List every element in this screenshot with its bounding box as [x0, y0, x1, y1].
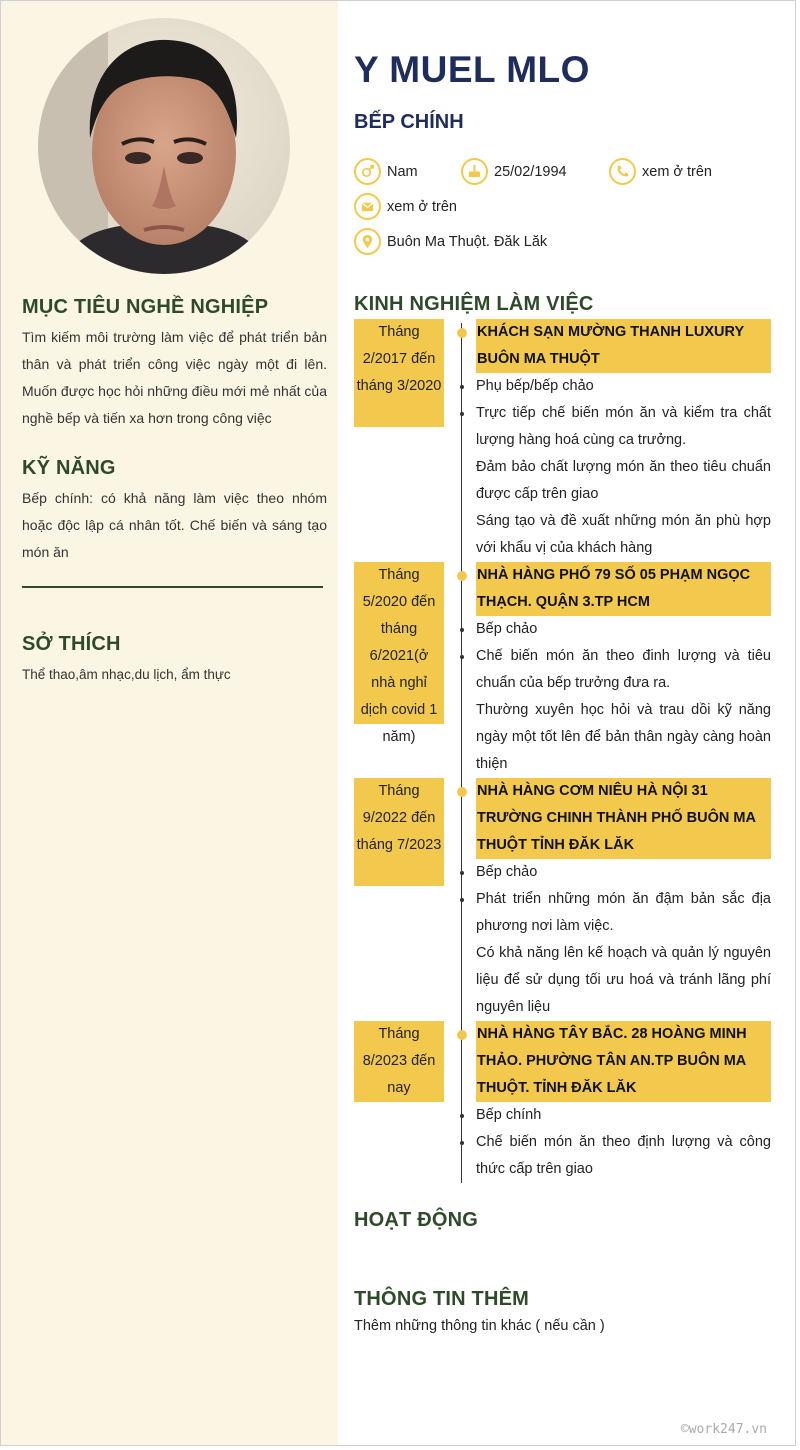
bullet-dot: [460, 871, 464, 875]
experience-date: Tháng 2/2017 đến tháng 3/2020: [354, 319, 444, 427]
gender-icon: [354, 158, 381, 185]
bullet-dot: [460, 385, 464, 389]
hobbies-text: Thể thao,âm nhạc,du lịch, ẩm thực: [22, 667, 231, 682]
divider: [22, 586, 323, 588]
email-info: [354, 193, 457, 220]
timeline-dot: [457, 571, 467, 581]
experience-desc: Có khả năng lên kế hoạch và quản lý nguyên liệu để sử dụng tối ưu hoá và tránh lãng phí nguyên liệu: [476, 945, 771, 1015]
timeline-line: [461, 323, 462, 1183]
phone-info: [609, 158, 712, 185]
bullet-dot: [460, 628, 464, 632]
experience-title: KINH NGHIỆM LÀM VIỆC: [354, 293, 594, 315]
experience-company: NHÀ HÀNG CƠM NIÊU HÀ NỘI 31 TRƯỜNG CHINH THÀNH PHỐ BUÔN MA THUỘT TỈNH ĐĂK LĂK: [476, 778, 771, 859]
address-value: Buôn Ma Thuột. Đăk Lăk: [387, 233, 548, 250]
email-icon: [354, 193, 381, 220]
timeline-dot: [457, 1030, 467, 1040]
phone-icon: [609, 158, 636, 185]
bullet-dot: [460, 655, 464, 659]
phone-value: xem ở trên: [642, 163, 712, 180]
sidebar: [1, 1, 338, 1445]
bullet-dot: [460, 1114, 464, 1118]
experience-desc: Sáng tạo và đề xuất những món ăn phù hợp với khẩu vị của khách hàng: [476, 513, 771, 556]
skills-text: Bếp chính: có khả năng làm việc theo nhóm hoặc độc lập cá nhân tốt. Chế biến và sáng tạo món ăn: [22, 490, 327, 560]
bullet-dot: [460, 1141, 464, 1145]
extra-text: Thêm những thông tin khác ( nếu cần ): [354, 1318, 605, 1334]
experience-position: Phụ bếp/bếp chảo: [476, 378, 594, 394]
experience-company: KHÁCH SẠN MƯỜNG THANH LUXURY BUÔN MA THUỘT: [476, 319, 771, 373]
experience-date: Tháng 5/2020 đến tháng 6/2021(ở nhà nghỉ dịch covid 1 năm): [354, 562, 444, 724]
experience-desc: Phát triển những món ăn đậm bản sắc địa phương nơi làm việc.: [476, 891, 771, 934]
bullet-dot: [460, 898, 464, 902]
timeline-dot: [457, 328, 467, 338]
experience-date: Tháng 9/2022 đến tháng 7/2023: [354, 778, 444, 886]
address-info: [354, 228, 547, 255]
hobbies-title: SỞ THÍCH: [22, 633, 121, 655]
objective-title: MỤC TIÊU NGHỀ NGHIỆP: [22, 296, 269, 318]
experience-desc: Đảm bảo chất lượng món ăn theo tiêu chuẩn được cấp trên giao: [476, 459, 771, 502]
experience-desc: Thường xuyên học hỏi và trau dồi kỹ năng ngày một tốt lên để bản thân ngày càng hoàn thiện: [476, 702, 771, 772]
experience-desc: Chế biến món ăn theo đinh lượng và tiêu chuẩn của bếp trưởng đưa ra.: [476, 648, 771, 691]
birthday-value: 25/02/1994: [494, 163, 567, 180]
gender-value: Nam: [387, 163, 418, 180]
birthday-cake-icon: [461, 158, 488, 185]
location-icon: [354, 228, 381, 255]
experience-position: Bếp chảo: [476, 621, 538, 637]
gender-info: [354, 158, 418, 185]
candidate-name: Y MUEL MLO: [354, 49, 590, 90]
experience-company: NHÀ HÀNG TÂY BẮC. 28 HOÀNG MINH THẢO. PHƯỜNG TÂN AN.TP BUÔN MA THUỘT. TỈNH ĐĂK LĂK: [476, 1021, 771, 1102]
experience-date: Tháng 8/2023 đến nay: [354, 1021, 444, 1102]
bullet-dot: [460, 412, 464, 416]
experience-desc: Trực tiếp chế biến món ăn và kiểm tra chất lượng hàng hoá cùng ca trưởng.: [476, 405, 771, 448]
objective-text: Tìm kiếm môi trường làm việc để phát triển bản thân và phát triển công việc ngày một đi lên. Muốn được học hỏi những điều mới mẻ nhất của nghề bếp và tiến xa hơn trong công việc: [22, 329, 327, 426]
experience-position: Bếp chính: [476, 1107, 542, 1123]
experience-desc: Chế biến món ăn theo định lượng và công thức cấp trên giao: [476, 1134, 771, 1177]
activities-title: HOẠT ĐỘNG: [354, 1209, 479, 1231]
extra-title: THÔNG TIN THÊM: [354, 1288, 530, 1310]
job-title: BẾP CHÍNH: [354, 111, 464, 133]
experience-position: Bếp chảo: [476, 864, 538, 880]
avatar: [38, 18, 290, 274]
watermark: ©work247.vn: [680, 1422, 767, 1437]
skills-title: KỸ NĂNG: [22, 457, 116, 479]
experience-company: NHÀ HÀNG PHỐ 79 SỐ 05 PHẠM NGỌC THẠCH. QUẬN 3.TP HCM: [476, 562, 771, 616]
timeline-dot: [457, 787, 467, 797]
email-value: xem ở trên: [387, 198, 457, 215]
birthday-info: [461, 158, 567, 185]
